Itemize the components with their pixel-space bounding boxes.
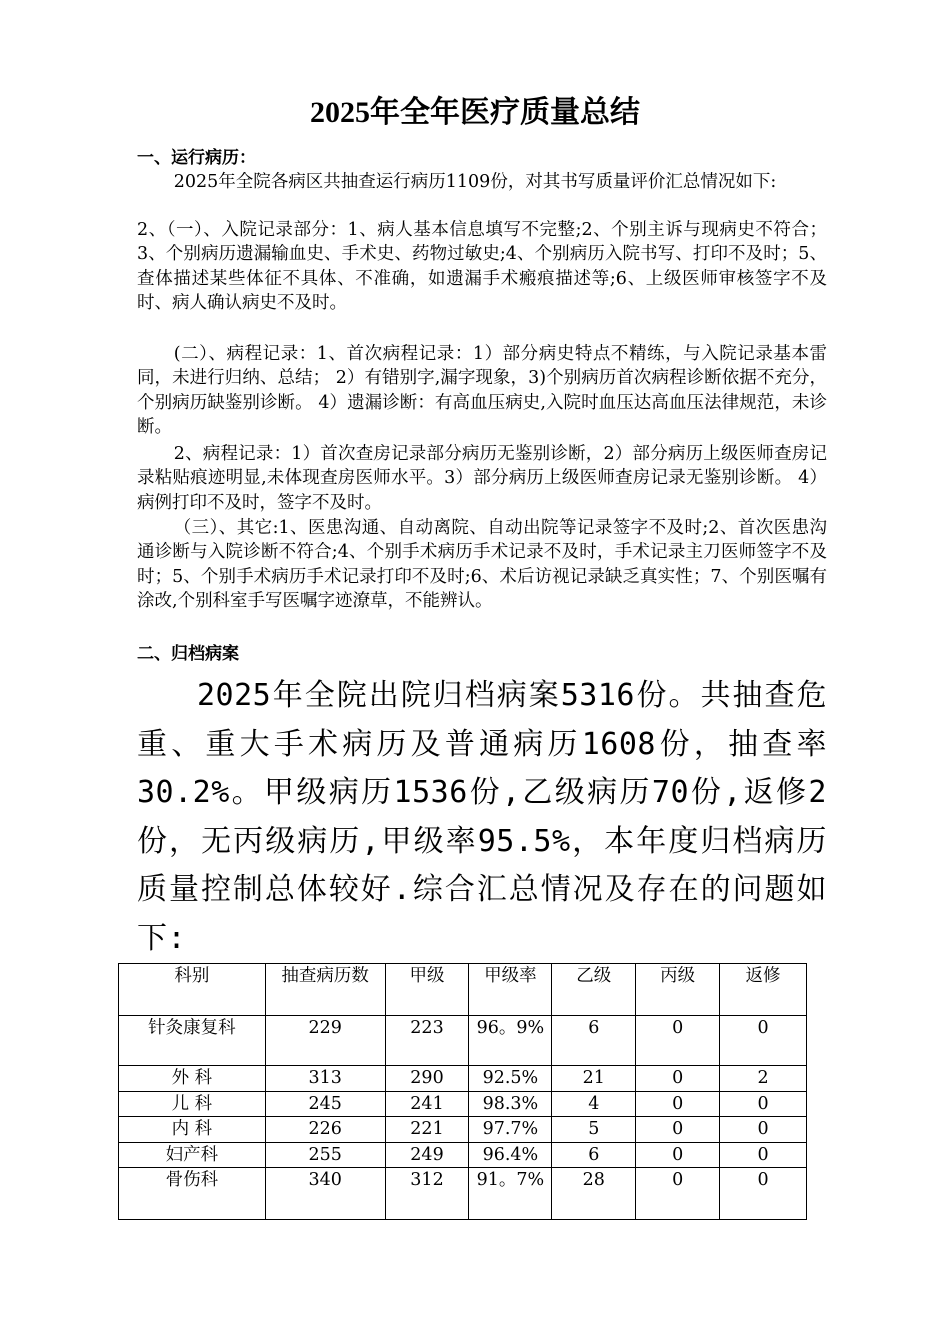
table-cell: 0	[720, 1016, 807, 1066]
table-row	[119, 1142, 807, 1168]
table-cell: 6	[552, 1142, 636, 1168]
archive-quality-table	[118, 963, 807, 1220]
table-cell: 0	[636, 1066, 720, 1092]
table-cell: 0	[636, 1091, 720, 1117]
table-header-cell: 抽查病历数	[265, 964, 385, 1016]
table-cell: 97.7%	[469, 1117, 552, 1143]
section1-paragraph-progress: (二）、病程记录：1、首次病程记录：1）部分病史特点不精练，与入院记录基本雷同，未进行归纳、总结； 2）有错别字,漏字现象，3)个别病历首次病程诊断依据不充分，个别病历缺鉴别诊断。 4）遗漏诊断：有高血压病史,入院时血压达高血压法律规范，未诊断。	[137, 344, 827, 437]
table-cell: 儿 科	[119, 1091, 266, 1117]
table-header-cell: 甲级	[385, 964, 469, 1016]
table-cell: 0	[636, 1168, 720, 1220]
section1-paragraph-rounds: 2、病程记录：1）首次查房记录部分病历无鉴别诊断，2）部分病历上级医师查房记录粘贴痕迹明显,未体现查房医师水平。3）部分病历上级医师查房记录无鉴别诊断。 4）病例打印不及时，签字不及时。	[137, 444, 827, 513]
table-cell: 5	[552, 1117, 636, 1143]
table-row	[119, 1117, 807, 1143]
table-header-cell: 返修	[720, 964, 807, 1016]
table-cell: 0	[720, 1117, 807, 1143]
section1-paragraph-other: （三）、其它:1、医患沟通、自动离院、自动出院等记录签字不及时;2、首次医患沟通诊断与入院诊断不符合;4、个别手术病历手术记录不及时，手术记录主刀医师签字不及时；5、个别手术病历手术记录打印不及时;6、术后访视记录缺乏真实性；7、个别医嘱有涂改,个别科室手写医嘱字迹潦草，不能辨认。	[137, 518, 827, 611]
table-cell: 0	[720, 1142, 807, 1168]
table-row	[119, 1091, 807, 1117]
table-cell: 0	[636, 1142, 720, 1168]
table-cell: 6	[552, 1016, 636, 1066]
table-header-cell: 科别	[119, 964, 266, 1016]
table-header-cell: 甲级率	[469, 964, 552, 1016]
table-cell: 2	[720, 1066, 807, 1092]
table-cell: 针灸康复科	[119, 1016, 266, 1066]
table-cell: 4	[552, 1091, 636, 1117]
table-cell: 0	[720, 1168, 807, 1220]
table-cell: 223	[385, 1016, 469, 1066]
table-cell: 96.4%	[469, 1142, 552, 1168]
table-cell: 91。7%	[469, 1168, 552, 1220]
table-cell: 外 科	[119, 1066, 266, 1092]
table-cell: 骨伤科	[119, 1168, 266, 1220]
table-cell: 241	[385, 1091, 469, 1117]
table-row	[119, 1066, 807, 1092]
table-cell: 98.3%	[469, 1091, 552, 1117]
table-cell: 340	[265, 1168, 385, 1220]
table-cell: 249	[385, 1142, 469, 1168]
table-row	[119, 1168, 807, 1220]
section1-heading: 一、运行病历：	[137, 148, 256, 168]
table-cell: 内 科	[119, 1117, 266, 1143]
table-cell: 0	[636, 1016, 720, 1066]
document-title: 2025年全年医疗质量总结	[310, 96, 640, 129]
table-cell: 221	[385, 1117, 469, 1143]
section1-intro: 2025年全院各病区共抽查运行病历1109份，对其书写质量评价汇总情况如下:	[173, 172, 777, 192]
table-cell: 0	[636, 1117, 720, 1143]
table-cell: 96。9%	[469, 1016, 552, 1066]
section2-body: 2025年全院出院归档病案5316份。共抽查危重、重大手术病历及普通病历1608份，抽查率30.2%。甲级病历1536份,乙级病历70份,返修2份，无丙级病历,甲级率95.5%，本年度归档病历质量控制总体较好.综合汇总情况及存在的问题如下:	[137, 678, 827, 956]
table-cell: 312	[385, 1168, 469, 1220]
table-cell: 21	[552, 1066, 636, 1092]
table-header-row	[119, 964, 807, 1016]
table-cell: 313	[265, 1066, 385, 1092]
table-cell: 255	[265, 1142, 385, 1168]
table-header-cell: 丙级	[636, 964, 720, 1016]
table-cell: 245	[265, 1091, 385, 1117]
table-cell: 0	[720, 1091, 807, 1117]
table-cell: 妇产科	[119, 1142, 266, 1168]
table-cell: 92.5%	[469, 1066, 552, 1092]
table-cell: 290	[385, 1066, 469, 1092]
table-cell: 229	[265, 1016, 385, 1066]
table-header-cell: 乙级	[552, 964, 636, 1016]
section1-paragraph-admission: 2、（一）、入院记录部分：1、病人基本信息填写不完整;2、个别主诉与现病史不符合；3、个别病历遗漏输血史、手术史、药物过敏史;4、个别病历入院书写、打印不及时；5、查体描述某些体征不具体、不准确，如遗漏手术瘢痕描述等;6、上级医师审核签字不及时、病人确认病史不及时。	[137, 220, 827, 313]
table-row	[119, 1016, 807, 1066]
table-cell: 226	[265, 1117, 385, 1143]
section2-heading: 二、归档病案	[137, 644, 239, 664]
table-cell: 28	[552, 1168, 636, 1220]
